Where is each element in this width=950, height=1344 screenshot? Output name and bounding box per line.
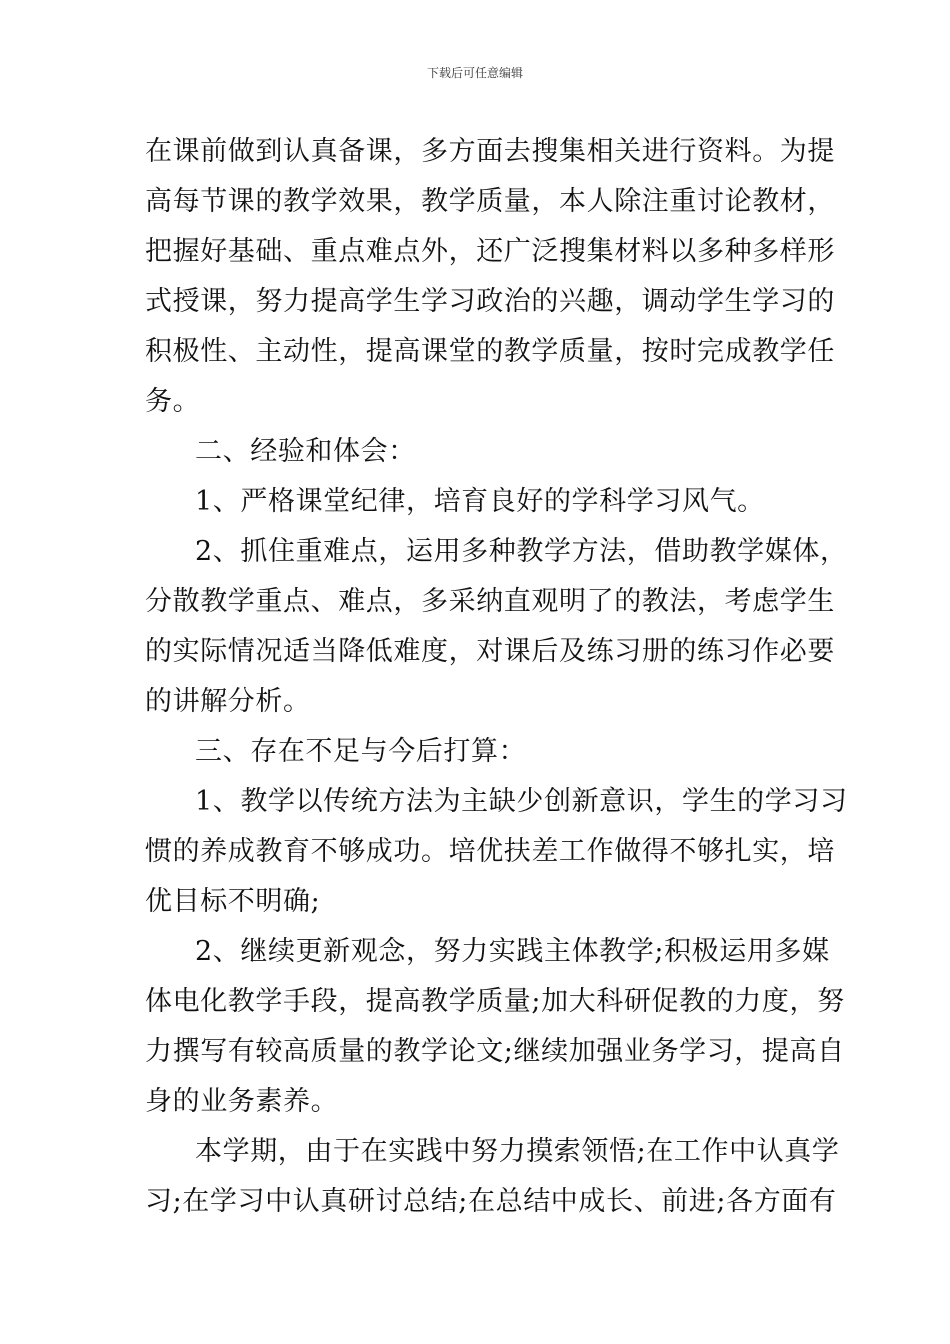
- text-line: 力撰写有较高质量的教学论文;继续加强业务学习，提高自: [145, 1036, 845, 1067]
- text-line: 在课前做到认真备课，多方面去搜集相关进行资料。为提: [145, 136, 835, 167]
- text-line: 1、严格课堂纪律，培育良好的学科学习风气。: [195, 486, 765, 517]
- document-body: [0, 124, 950, 1324]
- text-line: 的实际情况适当降低难度，对课后及练习册的练习作必要: [145, 636, 835, 667]
- text-line: 惯的养成教育不够成功。培优扶差工作做得不够扎实，培: [145, 836, 835, 867]
- text-line: 1、教学以传统方法为主缺少创新意识，学生的学习习: [195, 786, 848, 817]
- text-line: 2、继续更新观念，努力实践主体教学;积极运用多媒: [195, 936, 830, 967]
- section-heading: 二、经验和体会：: [195, 436, 416, 467]
- section-heading: 三、存在不足与今后打算：: [195, 736, 527, 767]
- text-line: 务。: [145, 386, 201, 417]
- text-line: 把握好基础、重点难点外，还广泛搜集材料以多种多样形: [145, 236, 835, 267]
- text-line: 2、抓住重难点，运用多种教学方法，借助教学媒体，: [195, 536, 848, 567]
- text-line: 优目标不明确;: [145, 886, 321, 917]
- text-line: 式授课，努力提高学生学习政治的兴趣，调动学生学习的: [145, 286, 835, 317]
- text-line: 体电化教学手段，提高教学质量;加大科研促教的力度，努: [145, 986, 845, 1017]
- text-line: 本学期，由于在实践中努力摸索领悟;在工作中认真学: [195, 1136, 840, 1167]
- page-header: 下载后可任意编辑: [426, 66, 523, 80]
- text-line: 分散教学重点、难点，多采纳直观明了的教法，考虑学生: [145, 586, 835, 617]
- text-line: 高每节课的教学效果，教学质量，本人除注重讨论教材，: [145, 186, 835, 217]
- text-line: 的讲解分析。: [145, 686, 311, 717]
- text-line: 身的业务素养。: [145, 1086, 339, 1117]
- text-line: 习;在学习中认真研讨总结;在总结中成长、前进;各方面有: [145, 1186, 837, 1217]
- text-line: 积极性、主动性，提高课堂的教学质量，按时完成教学任: [145, 336, 835, 367]
